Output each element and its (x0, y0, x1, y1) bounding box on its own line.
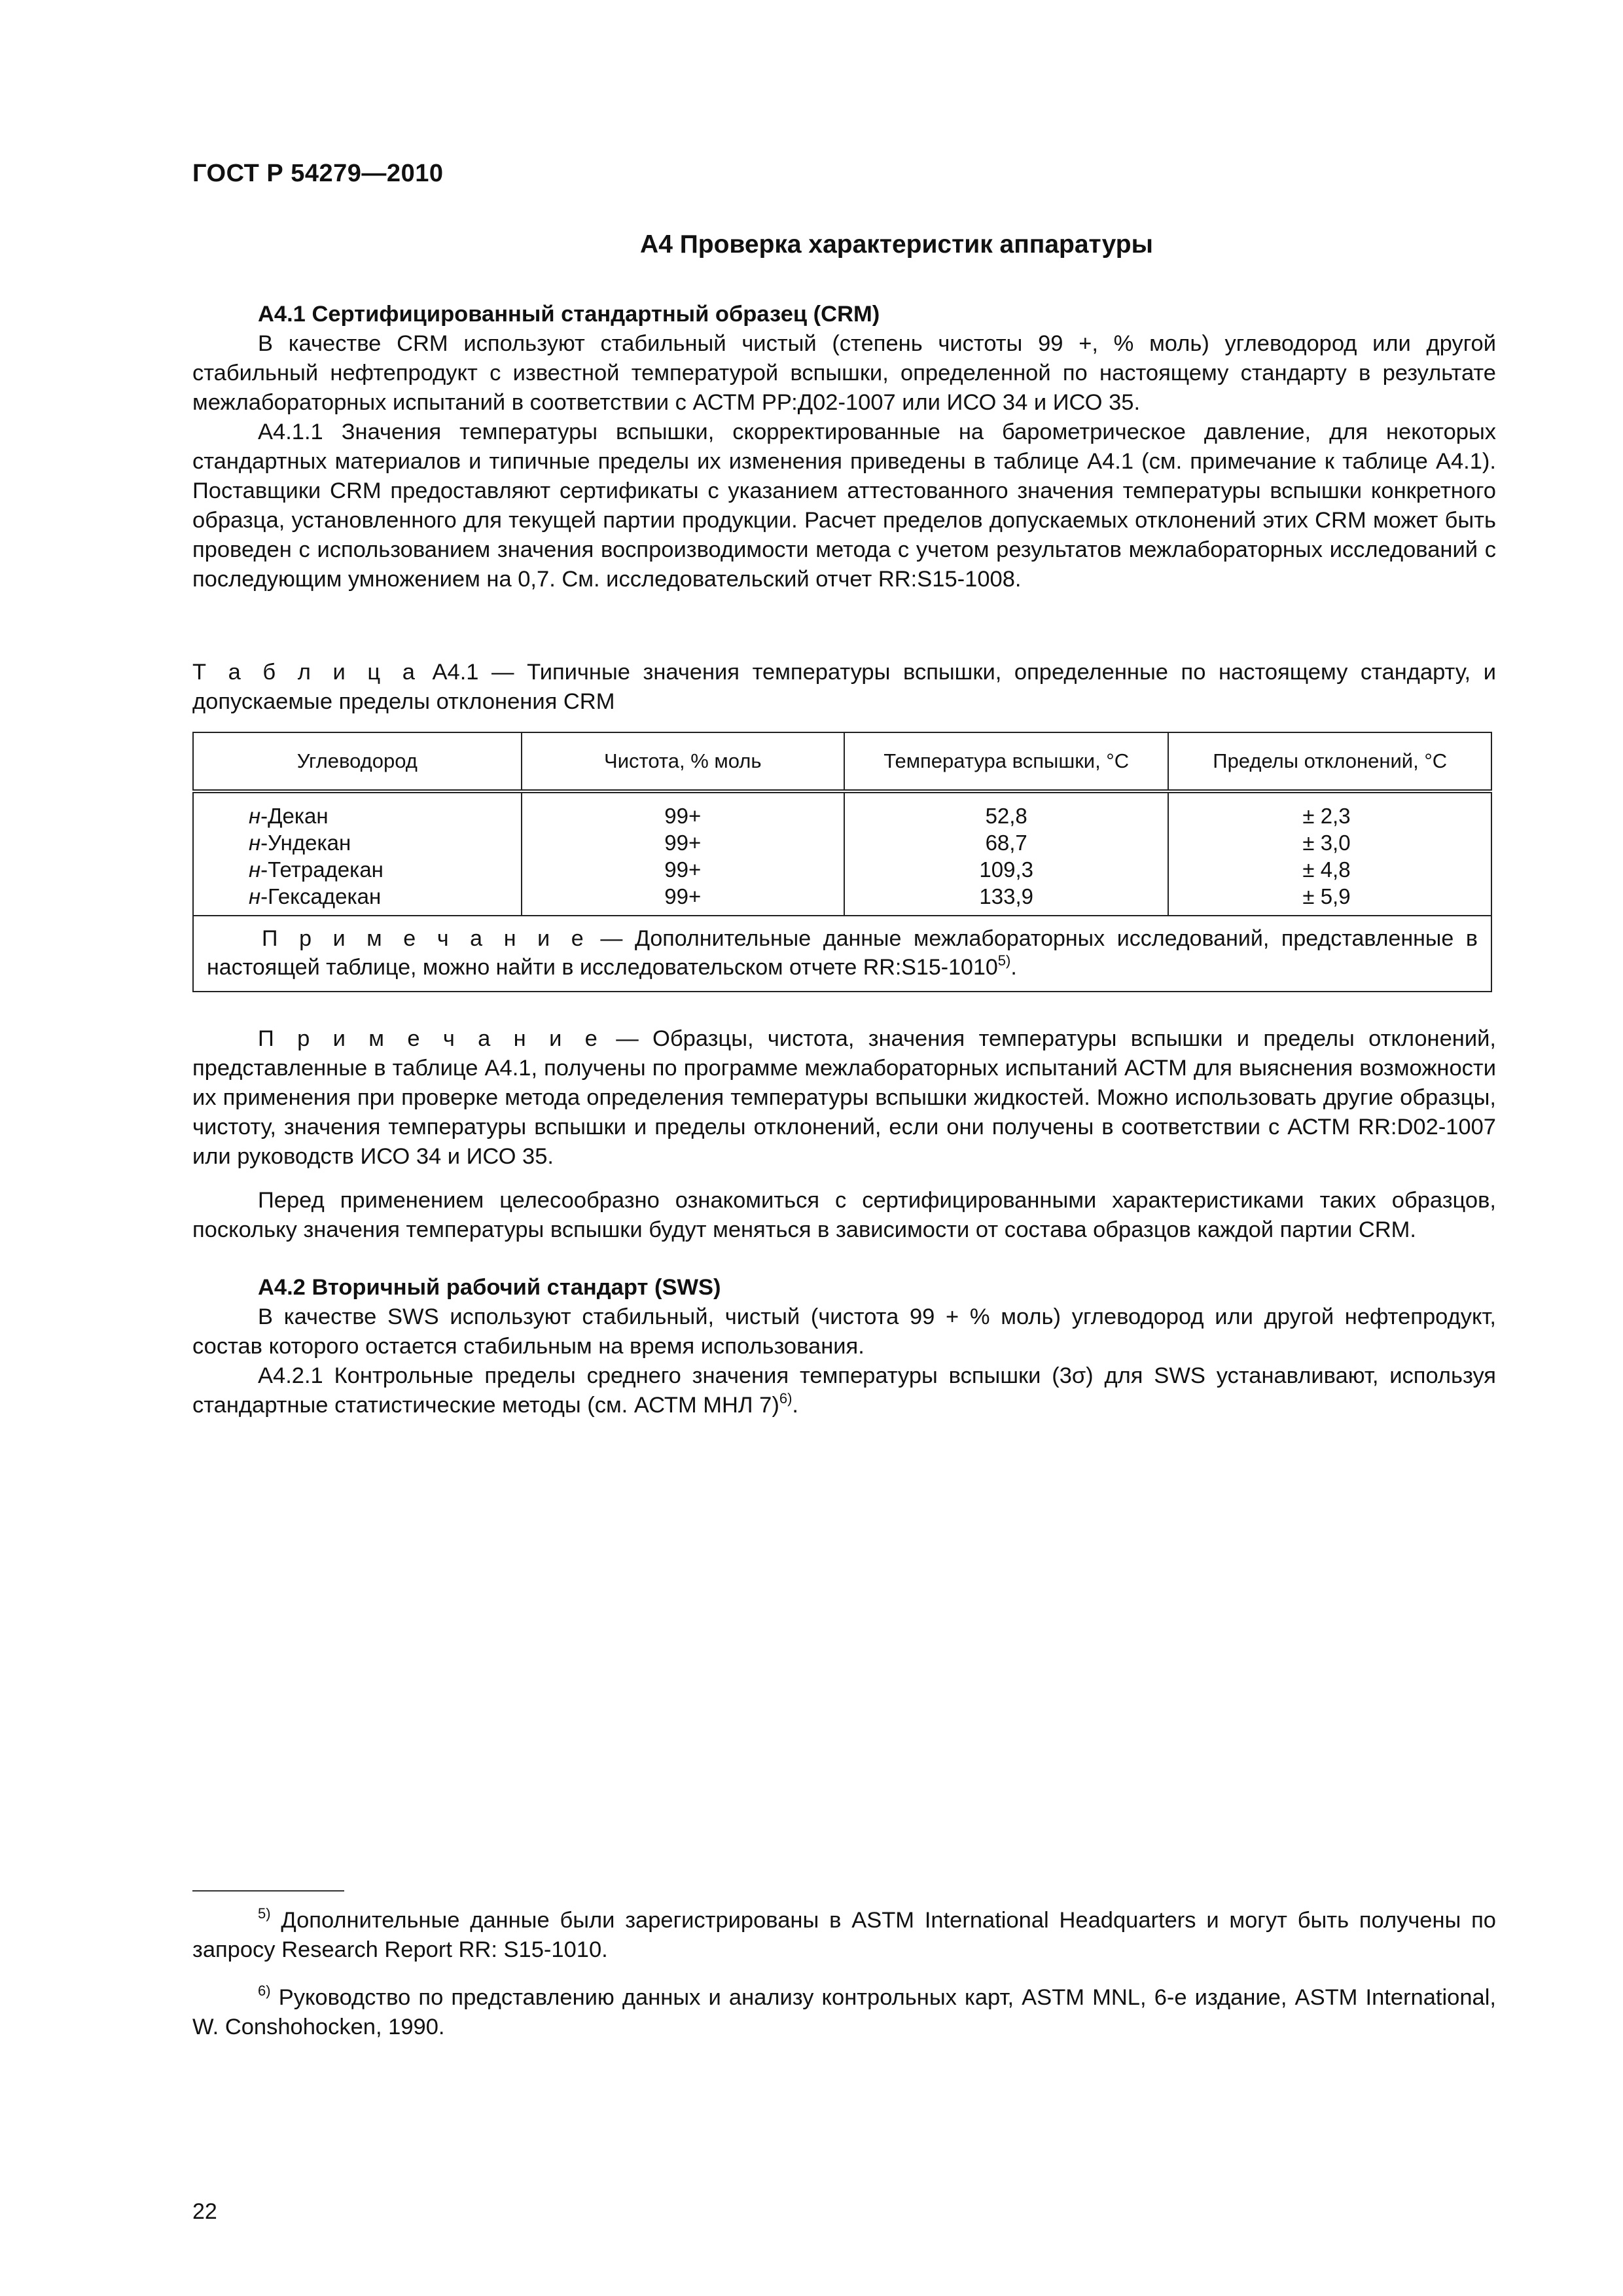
purity-value: 99+ (664, 857, 702, 882)
a421-text: А4.2.1 Контрольные пределы среднего значения температуры вспышки (3σ) для SWS устанавливают, используя стандартные статистические методы (см. АСТМ МНЛ 7) (192, 1363, 1496, 1418)
deviation-column (1168, 791, 1491, 916)
table-caption (192, 658, 1496, 717)
header-hydrocarbon: Углеводород (193, 732, 522, 791)
header-flash-point: Температура вспышки, °С (844, 732, 1168, 791)
a421-paragraph: А4.2.1 Контрольные пределы среднего значения температуры вспышки (3σ) для SWS устанавливают, используя стандартные статистические методы (см. АСТМ МНЛ 7)$^{6)}$. (192, 1363, 1496, 1418)
note-prefix: П р и м е ч а н и е (258, 1026, 602, 1051)
header-purity: Чистота, % моль (522, 732, 844, 791)
purity-value: 99+ (664, 884, 702, 908)
table-note-prefix: П р и м е ч а н и е (262, 926, 588, 951)
table-caption-text: А4.1 — Типичные значения температуры вспышки, определенные по настоящему стандарту, и допускаемые пределы отклонения CRM (192, 660, 1496, 714)
flash-point-value: 52,8 (985, 804, 1027, 828)
flash-point-value: 68,7 (985, 831, 1027, 855)
footnote-text: Руководство по представлению данных и анализу контрольных карт, ASTM MNL, 6-е издание, ASTM International, W. Conshohocken, 1990. (192, 1985, 1496, 2039)
a41-heading: А4.1 Сертифицированный стандартный образец (CRM) (258, 302, 880, 327)
footnote-separator (192, 1890, 344, 1892)
table-row: н-Гексадекан (249, 884, 382, 908)
hydrocarbon-column (193, 791, 522, 916)
flash-point-value: 109,3 (979, 857, 1033, 882)
purity-column (522, 791, 844, 916)
note-text: — Образцы, чистота, значения температуры вспышки и пределы отклонений, представленные в таблице А4.1, получены по программе межлабораторных испытаний АСТМ для выяснения возможности их применения при проверке метода определения температуры вспышки жидкостей. Можно использовать другие образцы, чистоту, значения температуры вспышки и пределы отклонений, если они получены в соответствии с АСТМ RR:D02-1007 или руководств ИСО 34 и ИСО 35. (192, 1026, 1496, 1169)
table-note: П р и м е ч а н и е — Дополнительные данные межлабораторных исследований, представленные в настоящей таблице, можно найти в исследовательском отчете RR:S15-1010$^{5)}$. (193, 916, 1491, 992)
deviation-value: ± 4,8 (1302, 857, 1351, 882)
a42-heading: А4.2 Вторичный рабочий стандарт (SWS) (258, 1275, 721, 1300)
footnote-ref-5: 5) (997, 952, 1011, 969)
table-note-row (193, 916, 1491, 992)
note-paragraph (192, 1024, 1496, 1172)
deviation-value: ± 3,0 (1302, 831, 1351, 855)
footnote-5 (192, 1906, 1496, 1965)
header-deviation: Пределы отклонений, °С (1168, 732, 1491, 791)
flash-point-column (844, 791, 1168, 916)
footnote-text: Дополнительные данные были зарегистрированы в ASTM International Headquarters и могут быть получены по запросу Research Report RR: S15-1010. (192, 1908, 1496, 1962)
table-row: н-Декан (249, 804, 329, 828)
footnote-ref-6: 6) (779, 1390, 793, 1407)
table-header-row (193, 732, 1491, 791)
table-body-row (193, 791, 1491, 916)
page-number: 22 (192, 2199, 217, 2224)
footnote-mark: 6) (258, 1982, 271, 1999)
deviation-value: ± 2,3 (1302, 804, 1351, 828)
before-use-paragraph: Перед применением целесообразно ознакомиться с сертифицированными характеристиками таких образцов, поскольку значения температуры вспышки будут меняться в зависимости от состава образцов каждой партии CRM. (192, 1188, 1496, 1242)
purity-value: 99+ (664, 831, 702, 855)
footnote-mark: 5) (258, 1905, 271, 1922)
a411-paragraph: А4.1.1 Значения температуры вспышки, скорректированные на барометрическое давление, для некоторых стандартных материалов и типичные пределы их изменения приведены в таблице А4.1 (см. примечание к таблице А4.1). Поставщики CRM предоставляют сертификаты с указанием аттестованного значения температуры вспышки конкретного образца, установленного для текущей партии продукции. Расчет пределов допускаемых отклонений этих CRM может быть проведен с использованием значения воспроизводимости метода с учетом результатов межлабораторных исследований с последующим умножением на 0,7. См. исследовательский отчет RR:S15-1008. (192, 420, 1496, 592)
footnote-6 (192, 1983, 1496, 2042)
flash-point-value: 133,9 (979, 884, 1033, 908)
flash-point-table (192, 732, 1492, 992)
purity-value: 99+ (664, 804, 702, 828)
table-row: н-Ундекан (249, 831, 351, 855)
a42-paragraph: В качестве SWS используют стабильный, чистый (чистота 99 + % моль) углеводород или другой нефтепродукт, состав которого остается стабильным на время использования. (192, 1304, 1496, 1359)
section-title: А4 Проверка характеристик аппаратуры (640, 230, 1153, 259)
a41-paragraph: В качестве CRM используют стабильный чистый (степень чистоты 99 +, % моль) углеводород или другой стабильный нефтепродукт с известной температурой вспышки, определенной по настоящему стандарту в результате межлабораторных испытаний в соответствии с АСТМ РР:Д02-1007 или ИСО 34 и ИСО 35. (192, 331, 1496, 415)
table-row: н-Тетрадекан (249, 857, 383, 882)
table-note-text: — Дополнительные данные межлабораторных исследований, представленные в настоящей таблице, можно найти в исследовательском отчете RR:S15-1010 (207, 926, 1478, 980)
document-header: ГОСТ Р 54279—2010 (192, 160, 444, 187)
table-caption-prefix: Т а б л и ц а (192, 660, 419, 685)
deviation-value: ± 5,9 (1302, 884, 1351, 908)
